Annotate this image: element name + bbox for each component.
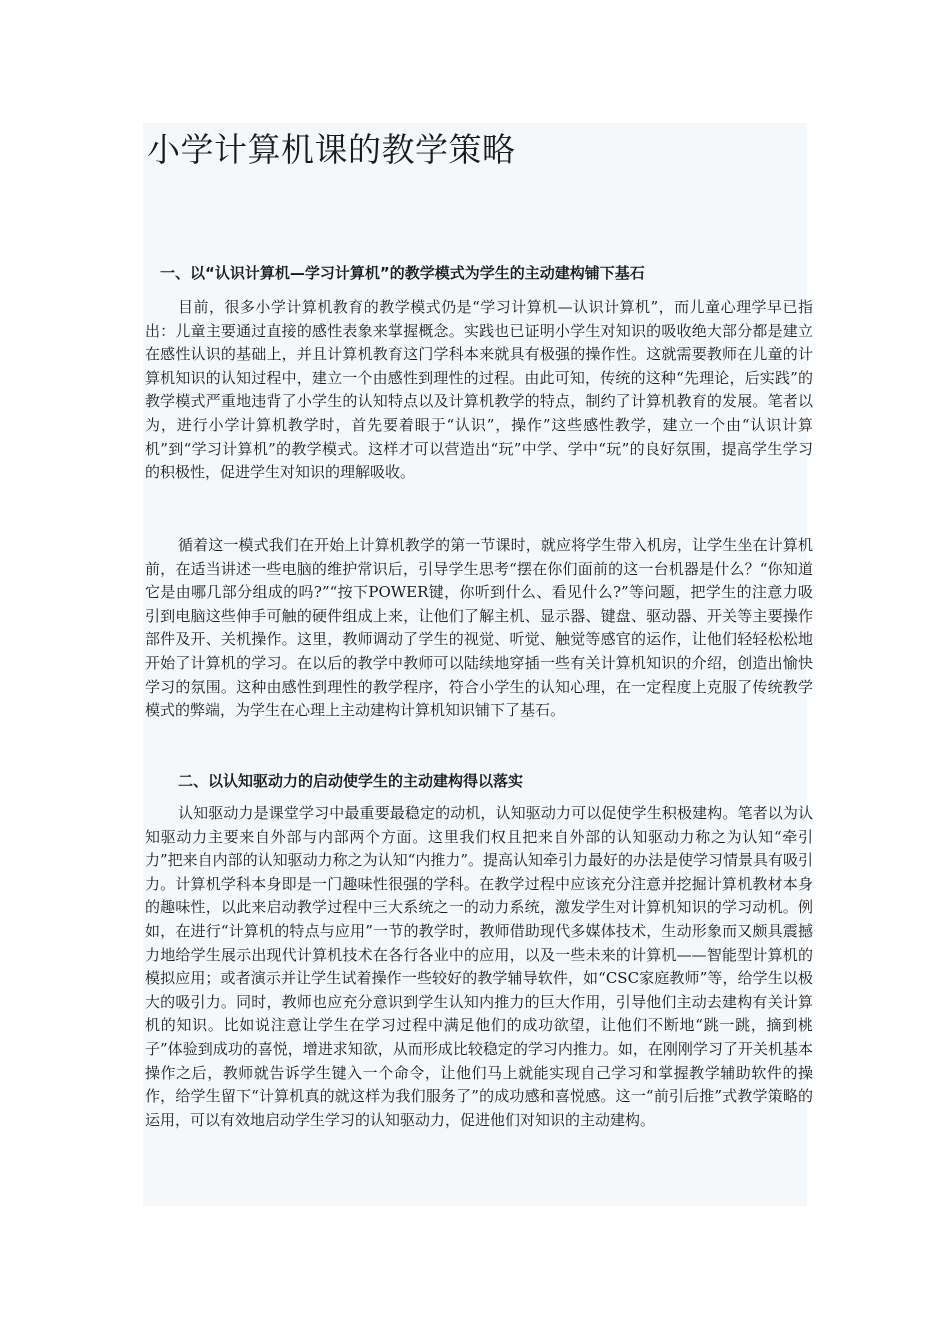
paragraph-3: 认知驱动力是课堂学习中最重要最稳定的动机，认知驱动力可以促使学生积极建构。笔者以为认知驱动力主要来自外部与内部两个方面。这里我们权且把来自外部的认知驱动力称之为认知“牵引力”把来自内部的认知驱动力称之为认知“内推力”。提高认知牵引力最好的办法是使学习情景具有吸引力。计算机学科本身即是一门趣味性很强的学科。在教学过程中应该充分注意并挖掘计算机教材本身的趣味性，以此来启动教学过程中三大系统之一的动力系统，激发学生对计算机知识的学习动机。例如，在进行“计算机的特点与应用”一节的教学时，教师借助现代多媒体技术，生动形象而又颇具震撼力地给学生展示出现代计算机技术在各行各业中的应用，以及一些未来的计算机——智能型计算机的模拟应用；或者演示并让学生试着操作一些较好的教学辅导软件，如“CSC家庭教师”等，给学生以极大的吸引力。同时，教师也应充分意识到学生认知内推力的巨大作用，引导他们主动去建构有关计算机的知识。比如说注意让学生在学习过程中满足他们的成功欲望，让他们不断地“跳一跳，摘到桃子”体验到成功的喜悦，增进求知欲，从而形成比较稳定的学习内推力。如，在刚刚学习了开关机基本操作之后，教师就告诉学生键入一个命令，让他们马上就能实现自己学习和掌握教学辅助软件的操作，给学生留下“计算机真的就这样为我们服务了”的成功感和喜悦感。这一“前引后推”式教学策略的运用，可以有效地启动学生学习的认知驱动力，促进他们对知识的主动建构。 <box>145 804 814 1129</box>
section-heading-2: 二、以认知驱动力的启动使学生的主动建构得以落实 <box>178 772 524 790</box>
paragraph-2: 循着这一模式我们在开始上计算机教学的第一节课时，就应将学生带入机房，让学生坐在计算机前，在适当讲述一些电脑的维护常识后，引导学生思考“摆在你们面前的这一台机器是什么？“你知道它是由哪几部分组成的吗?”“按下POWER键，你听到什么、看见什么?”等问题，把学生的注意力吸引到电脑这些伸手可触的硬件组成上来，让他们了解主机、显示器、键盘、驱动器、开关等主要操作部件及开、关机操作。这里，教师调动了学生的视觉、听觉、触觉等感官的运作，让他们轻轻松松地开始了计算机的学习。在以后的教学中教师可以陆续地穿插一些有关计算机知识的介绍，创造出愉快学习的氛围。这种由感性到理性的教学程序，符合小学生的认知心理，在一定程度上克服了传统教学模式的弊端，为学生在心理上主动建构计算机知识铺下了基石。 <box>145 536 813 720</box>
section-heading-1: 一、以“认识计算机—学习计算机”的教学模式为学生的主动建构铺下基石 <box>160 264 645 282</box>
document-title: 小学计算机课的教学策略 <box>147 130 516 169</box>
paragraph-1: 目前，很多小学计算机教育的教学模式仍是“学习计算机—认识计算机”，而儿童心理学早已指出：儿童主要通过直接的感性表象来掌握概念。实践也已证明小学生对知识的吸收绝大部分都是建立在感性认识的基础上，并且计算机教育这门学科本来就具有极强的操作性。这就需要教师在儿童的计算机知识的认知过程中，建立一个由感性到理性的过程。由此可知，传统的这种“先理论，后实践”的教学模式严重地违背了小学生的认知特点以及计算机教学的特点，制约了计算机教育的发展。笔者以为，进行小学计算机教学时，首先要着眼于“认识”，操作”这些感性教学，建立一个由“认识计算机”到“学习计算机”的教学模式。这样才可以营造出“玩”中学、学中“玩”的良好氛围，提高学生学习的积极性，促进学生对知识的理解吸收。 <box>145 298 813 482</box>
